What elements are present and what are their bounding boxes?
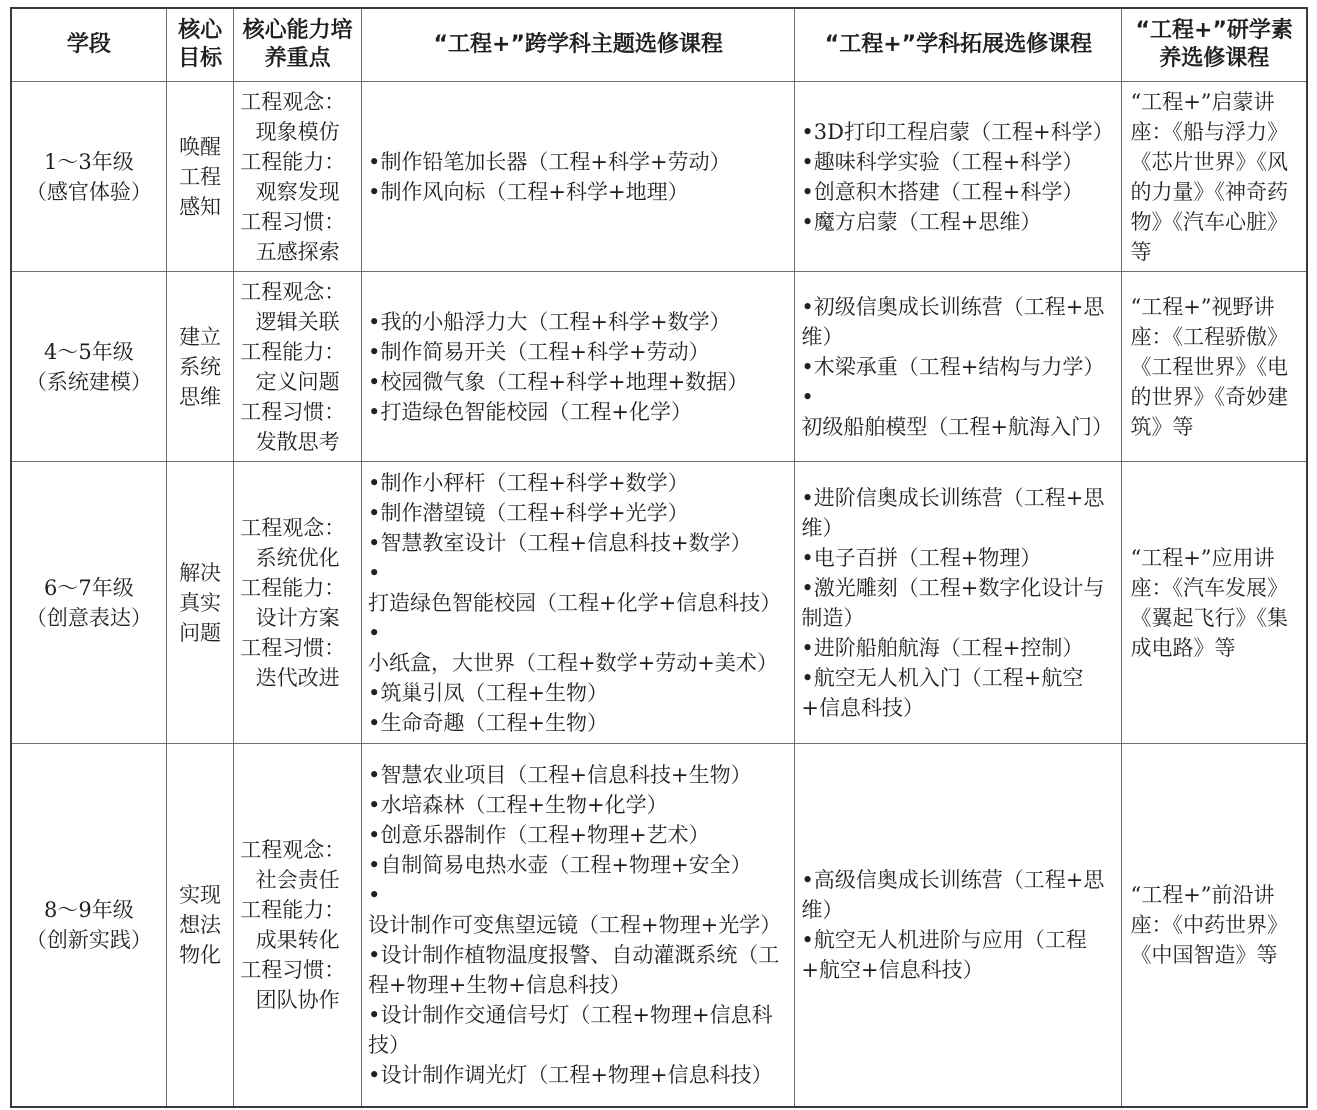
ability-focus: 系统优化	[255, 545, 340, 570]
list-item	[801, 573, 1115, 633]
list-item	[368, 498, 788, 528]
goal-text: 问题	[179, 620, 222, 645]
course-name: 自制简易电热水壶（工程+物理+安全）	[380, 852, 752, 877]
course-name: 高级信奥成长训练营（工程+思维）	[801, 867, 1105, 922]
course-name: 智慧农业项目（工程+信息科技+生物）	[380, 762, 752, 787]
course-name: 电子百拼（工程+物理）	[813, 545, 1042, 570]
list-item	[801, 663, 1115, 723]
course-name: 初级信奥成长训练营（工程+思维）	[801, 294, 1105, 349]
cross-course-cell	[362, 744, 795, 1107]
list-item	[801, 382, 1115, 442]
course-name: 我的小船浮力大（工程+科学+数学）	[380, 309, 731, 334]
list-item	[368, 397, 788, 427]
stage-cell	[11, 272, 166, 462]
goal-text: 真实	[179, 590, 222, 615]
extend-course-list	[801, 292, 1115, 442]
table-row	[11, 272, 1307, 462]
goal-cell	[166, 272, 233, 462]
list-item	[801, 633, 1115, 663]
cross-course-list	[368, 760, 788, 1090]
course-name: 制作铅笔加长器（工程+科学+劳动）	[380, 149, 731, 174]
list-item	[368, 147, 788, 177]
course-name: 校园微气象（工程+科学+地理+数据）	[380, 369, 749, 394]
lecture-text: “工程+”应用讲座：《汽车发展》《翼起飞行》《集成电路》等	[1130, 545, 1288, 660]
list-item	[368, 880, 788, 940]
list-item	[801, 177, 1115, 207]
ability-focus: 迭代改进	[255, 665, 340, 690]
phase-label: （感官体验）	[25, 179, 152, 204]
phase-label: （创意表达）	[25, 605, 152, 630]
header-stage: 学段	[11, 8, 166, 82]
ability-heading: 工程观念：	[240, 89, 346, 114]
list-item	[368, 940, 788, 1000]
goal-text: 实现	[179, 882, 222, 907]
goal-text: 解决	[179, 560, 222, 585]
table-row	[11, 462, 1307, 744]
ability-cell	[234, 272, 362, 462]
list-item	[801, 865, 1115, 925]
list-item	[368, 337, 788, 367]
course-name: 制作风向标（工程+科学+地理）	[380, 179, 689, 204]
stage-cell	[11, 462, 166, 744]
goal-text: 想法	[179, 912, 222, 937]
cross-course-list	[368, 147, 788, 207]
phase-label: （系统建模）	[25, 369, 152, 394]
grade-label: 6～7年级	[44, 575, 134, 600]
table-row	[11, 744, 1307, 1107]
ability-heading: 工程能力：	[240, 575, 346, 600]
list-item	[368, 528, 788, 558]
ability-heading: 工程习惯：	[240, 209, 346, 234]
extend-course-cell	[795, 272, 1122, 462]
goal-text: 工程	[179, 164, 222, 189]
course-name: 制作小秤杆（工程+科学+数学）	[380, 470, 689, 495]
header-extend-course: “工程+”学科拓展选修课程	[795, 8, 1122, 82]
ability-heading: 工程习惯：	[240, 635, 346, 660]
course-name: 进阶信奥成长训练营（工程+思维）	[801, 485, 1105, 540]
course-name: 打造绿色智能校园（工程+化学）	[380, 399, 693, 424]
list-item	[801, 483, 1115, 543]
ability-cell	[234, 462, 362, 744]
list-item	[368, 760, 788, 790]
extend-course-cell	[795, 744, 1122, 1107]
ability-heading: 工程观念：	[240, 279, 346, 304]
course-name: 3D打印工程启蒙（工程+科学）	[813, 119, 1114, 144]
table-body	[11, 82, 1307, 1107]
header-study-course: “工程+”研学素养选修课程	[1122, 8, 1307, 82]
extend-course-cell	[795, 82, 1122, 272]
ability-heading: 工程观念：	[240, 515, 346, 540]
header-ability: 核心能力培养重点	[234, 8, 362, 82]
course-name: 制作潜望镜（工程+科学+光学）	[380, 500, 689, 525]
course-name: 航空无人机进阶与应用（工程+航空+信息科技）	[801, 927, 1087, 982]
course-name: 设计制作可变焦望远镜（工程+物理+光学）	[368, 912, 782, 937]
list-item	[801, 207, 1115, 237]
lecture-cell	[1122, 462, 1307, 744]
goal-text: 系统	[179, 354, 222, 379]
goal-text: 物化	[179, 942, 222, 967]
course-name: 进阶船舶航海（工程+控制）	[813, 635, 1084, 660]
list-item	[801, 147, 1115, 177]
course-name: 趣味科学实验（工程+科学）	[813, 149, 1084, 174]
lecture-text: “工程+”视野讲座：《工程骄傲》《工程世界》《电的世界》《奇妙建筑》等	[1130, 294, 1288, 439]
grade-label: 1～3年级	[44, 149, 134, 174]
course-name: 打造绿色智能校园（工程+化学+信息科技）	[368, 590, 782, 615]
ability-focus: 现象模仿	[255, 119, 340, 144]
list-item	[368, 558, 788, 618]
ability-focus: 定义问题	[255, 369, 340, 394]
ability-focus: 五感探索	[255, 239, 340, 264]
list-item	[801, 292, 1115, 352]
course-name: 激光雕刻（工程+数字化设计与制造）	[801, 575, 1105, 630]
table-row	[11, 82, 1307, 272]
list-item	[368, 678, 788, 708]
list-item	[368, 820, 788, 850]
ability-heading: 工程能力：	[240, 897, 346, 922]
course-name: 创意乐器制作（工程+物理+艺术）	[380, 822, 710, 847]
ability-cell	[234, 82, 362, 272]
ability-heading: 工程能力：	[240, 149, 346, 174]
ability-focus: 社会责任	[255, 867, 340, 892]
ability-focus: 观察发现	[255, 179, 340, 204]
course-name: 航空无人机入门（工程+航空+信息科技）	[801, 665, 1084, 720]
cross-course-cell	[362, 462, 795, 744]
lecture-cell	[1122, 82, 1307, 272]
cross-course-cell	[362, 82, 795, 272]
course-name: 创意积木搭建（工程+科学）	[813, 179, 1084, 204]
course-name: 水培森林（工程+生物+化学）	[380, 792, 668, 817]
course-name: 小纸盒，大世界（工程+数学+劳动+美术）	[368, 650, 778, 675]
curriculum-table	[10, 7, 1308, 1108]
list-item	[801, 117, 1115, 147]
goal-text: 建立	[179, 324, 222, 349]
lecture-cell	[1122, 272, 1307, 462]
course-name: 生命奇趣（工程+生物）	[380, 710, 609, 735]
course-name: 设计制作植物温度报警、自动灌溉系统（工程+物理+生物+信息科技）	[368, 942, 780, 997]
goal-cell	[166, 462, 233, 744]
ability-heading: 工程习惯：	[240, 399, 346, 424]
goal-text: 感知	[179, 194, 222, 219]
lecture-text: “工程+”前沿讲座：《中药世界》《中国智造》等	[1130, 882, 1288, 967]
course-name: 智慧教室设计（工程+信息科技+数学）	[380, 530, 752, 555]
list-item	[368, 307, 788, 337]
goal-cell	[166, 82, 233, 272]
list-item	[368, 367, 788, 397]
course-name: 筑巢引凤（工程+生物）	[380, 680, 609, 705]
goal-text: 思维	[179, 384, 222, 409]
course-name: 制作简易开关（工程+科学+劳动）	[380, 339, 710, 364]
lecture-text: “工程+”启蒙讲座：《船与浮力》《芯片世界》《风的力量》《神奇药物》《汽车心脏》等	[1130, 89, 1288, 264]
cross-course-cell	[362, 272, 795, 462]
list-item	[368, 1060, 788, 1090]
list-item	[368, 790, 788, 820]
cross-course-list	[368, 468, 788, 738]
list-item	[368, 708, 788, 738]
ability-focus: 成果转化	[255, 927, 340, 952]
list-item	[368, 618, 788, 678]
stage-cell	[11, 744, 166, 1107]
list-item	[368, 177, 788, 207]
list-item	[801, 543, 1115, 573]
ability-focus: 逻辑关联	[255, 309, 340, 334]
extend-course-cell	[795, 462, 1122, 744]
extend-course-list	[801, 865, 1115, 985]
ability-focus: 发散思考	[255, 429, 340, 454]
extend-course-list	[801, 117, 1115, 237]
header-goal: 核心目标	[166, 8, 233, 82]
stage-cell	[11, 82, 166, 272]
extend-course-list	[801, 483, 1115, 723]
course-name: 魔方启蒙（工程+思维）	[813, 209, 1042, 234]
grade-label: 8～9年级	[44, 897, 134, 922]
phase-label: （创新实践）	[25, 927, 152, 952]
list-item	[801, 352, 1115, 382]
ability-heading: 工程观念：	[240, 837, 346, 862]
course-name: 木梁承重（工程+结构与力学）	[813, 354, 1105, 379]
list-item	[368, 468, 788, 498]
lecture-cell	[1122, 744, 1307, 1107]
header-row	[11, 8, 1307, 82]
grade-label: 4～5年级	[44, 339, 134, 364]
course-name: 设计制作调光灯（工程+物理+信息科技）	[380, 1062, 773, 1087]
course-name: 设计制作交通信号灯（工程+物理+信息科技）	[368, 1002, 773, 1057]
goal-text: 唤醒	[179, 134, 222, 159]
ability-focus: 团队协作	[255, 987, 340, 1012]
ability-focus: 设计方案	[255, 605, 340, 630]
goal-cell	[166, 744, 233, 1107]
header-cross-course: “工程+”跨学科主题选修课程	[362, 8, 795, 82]
list-item	[801, 925, 1115, 985]
ability-cell	[234, 744, 362, 1107]
list-item	[368, 1000, 788, 1060]
cross-course-list	[368, 307, 788, 427]
ability-heading: 工程习惯：	[240, 957, 346, 982]
list-item	[368, 850, 788, 880]
course-name: 初级船舶模型（工程+航海入门）	[801, 414, 1114, 439]
ability-heading: 工程能力：	[240, 339, 346, 364]
